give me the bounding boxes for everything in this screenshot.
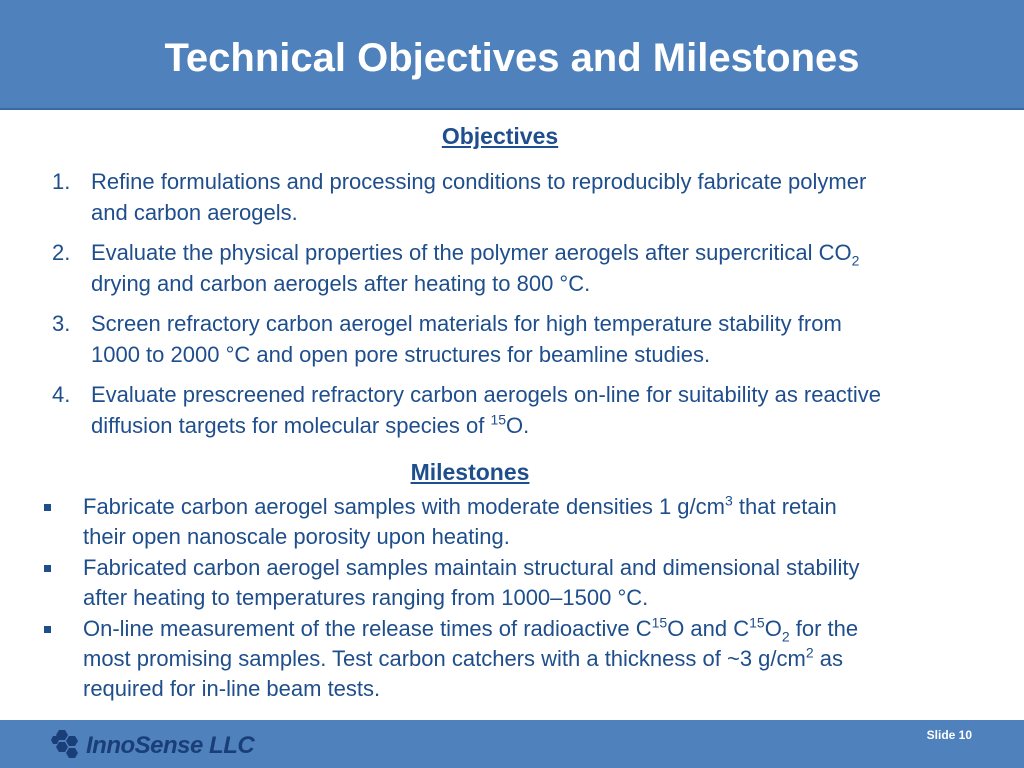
milestone-text: after heating to temperatures ranging from 1000–1500 °C. xyxy=(83,585,649,610)
superscript: 15 xyxy=(749,614,765,631)
milestone-text: required for in-line beam tests. xyxy=(83,676,381,701)
objective-text-line: Screen refractory carbon aerogel materials for high temperature stability from xyxy=(91,311,842,336)
square-bullet-icon xyxy=(44,626,51,633)
superscript: 3 xyxy=(725,492,733,509)
objective-item xyxy=(48,237,1014,299)
objective-text-line: 1000 to 2000 °C and open pore structures for beamline studies. xyxy=(91,342,711,367)
objective-number: 4. xyxy=(52,382,71,407)
milestone-text: Fabricated carbon aerogel samples maintain structural and dimensional stability xyxy=(83,555,860,580)
superscript: 2 xyxy=(805,644,814,661)
superscript: 15 xyxy=(651,614,668,631)
hexagon-cluster-logo-icon xyxy=(50,728,84,762)
logo-text: InnoSense LLC xyxy=(86,732,255,759)
milestone-text: for the xyxy=(789,616,859,641)
square-bullet-icon xyxy=(44,504,51,511)
milestone-text: On-line measurement of the release times of radioactive C xyxy=(83,616,652,641)
subscript: 2 xyxy=(781,628,790,645)
title-bar xyxy=(0,0,1024,110)
objective-text-line: Evaluate prescreened refractory carbon aerogels on-line for suitability as reactive xyxy=(91,382,881,407)
milestone-text: Fabricate carbon aerogel samples with moderate densities 1 g/cm xyxy=(83,494,725,519)
objective-text-line: Refine formulations and processing conditions to reproducibly fabricate polymer xyxy=(91,169,867,194)
milestone-text: as xyxy=(813,646,843,671)
milestones-list xyxy=(44,492,994,705)
objective-item xyxy=(48,308,1014,370)
milestone-item xyxy=(44,492,994,552)
footer-bar xyxy=(0,720,1024,768)
subscript: 2 xyxy=(851,252,860,269)
milestone-text: O xyxy=(764,616,782,641)
milestone-text: most promising samples. Test carbon catchers with a thickness of ~3 g/cm xyxy=(83,646,806,671)
objective-text-line: O. xyxy=(506,413,530,438)
objectives-list xyxy=(48,166,1014,450)
slide-title: Technical Objectives and Milestones xyxy=(164,36,860,80)
objective-item xyxy=(48,379,1014,441)
milestone-item xyxy=(44,614,994,704)
milestones-heading: Milestones xyxy=(410,459,530,485)
objective-number: 2. xyxy=(52,240,71,265)
square-bullet-icon xyxy=(44,565,51,572)
objective-item xyxy=(48,166,1014,228)
objective-text-line: Evaluate the physical properties of the polymer aerogels after supercritical CO xyxy=(91,240,852,265)
superscript: 15 xyxy=(490,411,507,428)
objective-text-line: diffusion targets for molecular species of xyxy=(91,413,491,438)
milestone-item xyxy=(44,553,994,613)
milestone-text: that retain xyxy=(732,494,837,519)
objective-number: 1. xyxy=(52,169,71,194)
objective-text-line: and carbon aerogels. xyxy=(91,200,298,225)
milestone-text: their open nanoscale porosity upon heating. xyxy=(83,524,510,549)
objective-number: 3. xyxy=(52,311,71,336)
slide-number: Slide 10 xyxy=(926,728,972,742)
milestone-text: O and C xyxy=(667,616,750,641)
objectives-heading: Objectives xyxy=(441,123,559,149)
objective-text-line: drying and carbon aerogels after heating to 800 °C. xyxy=(91,271,591,296)
